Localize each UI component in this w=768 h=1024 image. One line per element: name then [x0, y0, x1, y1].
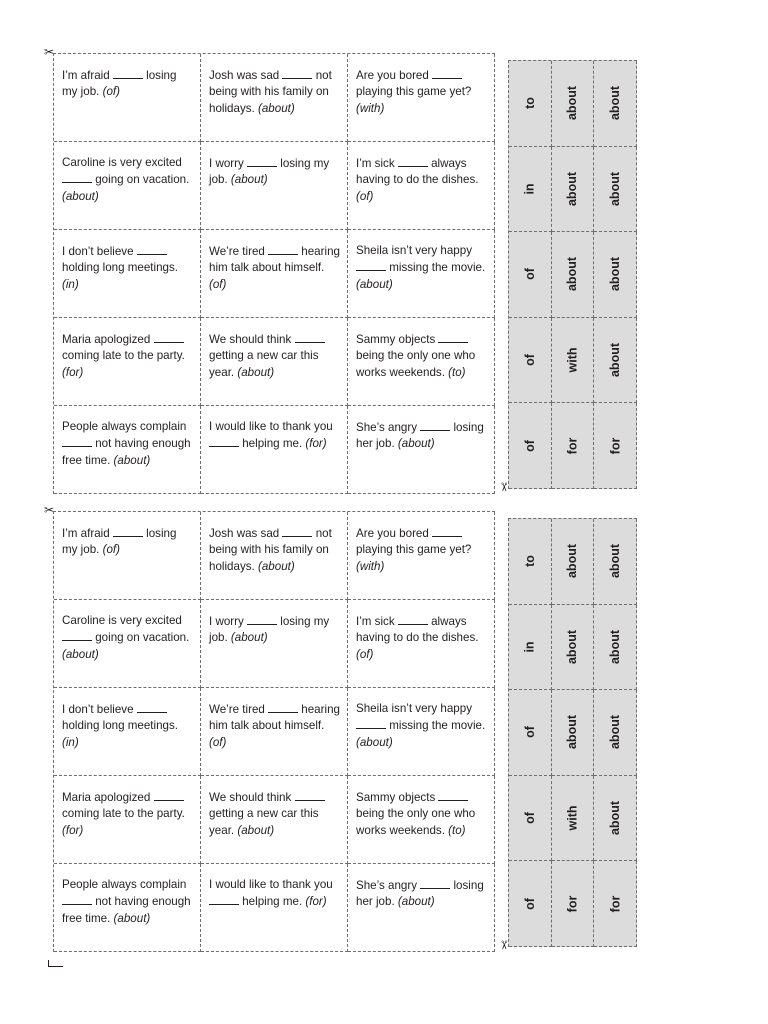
- sentence-card: [201, 406, 348, 494]
- answer-card: [509, 232, 552, 318]
- answer-card: [594, 605, 637, 691]
- sentence-card-grid: [53, 511, 495, 952]
- preposition-hint: (in): [62, 277, 79, 291]
- sentence-card: [348, 318, 495, 406]
- sentence-start: She’s angry: [356, 879, 421, 892]
- sentence-start: I don’t believe: [62, 703, 137, 716]
- answer-card: [594, 519, 637, 605]
- preposition-hint: (for): [62, 823, 84, 837]
- sentence-start: I don’t believe: [62, 245, 137, 258]
- answer-word: about: [608, 257, 623, 292]
- answer-word: of: [522, 268, 537, 281]
- answer-card: [594, 61, 637, 147]
- sentence-end: not having enough free time.: [62, 437, 191, 467]
- preposition-hint: (of): [356, 189, 374, 203]
- preposition-hint: (about): [397, 895, 435, 909]
- sentence-end: being the only one who works weekends.: [356, 807, 476, 837]
- answer-card-grid: [508, 518, 637, 947]
- answer-blank: [62, 629, 92, 641]
- sentence-start: I’m afraid: [62, 69, 113, 82]
- sentence-card: [201, 688, 348, 776]
- answer-card: [509, 861, 552, 947]
- answer-card: [552, 147, 595, 233]
- sentence-card: [201, 318, 348, 406]
- answer-blank: [356, 259, 386, 271]
- scissors-icon: ✂: [497, 939, 512, 951]
- answer-card: [552, 605, 595, 691]
- preposition-hint: (about): [230, 631, 268, 645]
- answer-word: of: [522, 897, 537, 910]
- sentence-card-grid: [53, 53, 495, 494]
- answer-card: [552, 519, 595, 605]
- answer-card: [509, 776, 552, 862]
- answer-word: about: [608, 171, 623, 206]
- card-sheet-1: [0, 45, 768, 510]
- sentence-end: getting a new car this year.: [209, 349, 319, 379]
- preposition-hint: (about): [356, 735, 393, 749]
- sentence-card: [54, 142, 201, 230]
- answer-card: [509, 61, 552, 147]
- sentence-end: losing my job.: [62, 69, 177, 99]
- answer-word: about: [565, 629, 580, 664]
- sentence-start: I would like to thank you: [209, 878, 333, 891]
- sentence-start: We’re tired: [209, 245, 269, 258]
- answer-blank: [420, 877, 450, 889]
- sentence-start: We should think: [209, 791, 295, 804]
- sentence-start: Are you bored: [356, 69, 433, 82]
- answer-blank: [137, 701, 167, 713]
- sentence-card: [348, 406, 495, 494]
- sentence-card: [201, 864, 348, 952]
- sentence-card: [348, 776, 495, 864]
- sentence-start: Sheila isn’t very happy: [356, 702, 472, 715]
- answer-blank: [209, 435, 239, 447]
- answer-blank: [209, 893, 239, 905]
- preposition-hint: (about): [257, 559, 295, 573]
- sentence-start: I’m sick: [356, 615, 398, 628]
- preposition-hint: (of): [102, 543, 120, 557]
- answer-word: to: [522, 97, 537, 110]
- answer-card: [594, 861, 637, 947]
- preposition-hint: (about): [230, 173, 268, 187]
- sentence-card: [201, 600, 348, 688]
- answer-blank: [247, 155, 277, 167]
- sentence-start: Caroline is very excited: [62, 614, 182, 627]
- sentence-end: always having to do the dishes.: [356, 615, 479, 645]
- sentence-end: coming late to the party.: [62, 349, 185, 363]
- answer-word: about: [608, 544, 623, 579]
- preposition-hint: (about): [237, 365, 275, 379]
- sentence-end: losing my job.: [209, 615, 330, 645]
- answer-card: [594, 318, 637, 404]
- sentence-end: holding long meetings.: [62, 261, 179, 275]
- answer-blank: [62, 171, 92, 183]
- sentence-card: [348, 230, 495, 318]
- sentence-start: Sammy objects: [356, 791, 439, 804]
- scissors-icon: ✂: [497, 481, 512, 493]
- sentence-start: I would like to thank you: [209, 420, 333, 433]
- answer-card: [552, 61, 595, 147]
- sentence-card: [54, 230, 201, 318]
- sentence-end: missing the movie.: [386, 261, 486, 275]
- answer-card: [594, 776, 637, 862]
- answer-word: about: [565, 257, 580, 292]
- answer-word: about: [608, 801, 623, 836]
- answer-card: [509, 605, 552, 691]
- answer-word: with: [565, 347, 580, 373]
- sentence-card: [348, 688, 495, 776]
- sentence-card: [201, 142, 348, 230]
- sentence-end: going on vacation.: [92, 173, 190, 187]
- sentence-start: I’m afraid: [62, 527, 113, 540]
- sentence-card: [201, 54, 348, 142]
- sentence-card: [201, 230, 348, 318]
- answer-word: of: [522, 726, 537, 739]
- sentence-start: We’re tired: [209, 703, 269, 716]
- preposition-hint: (about): [237, 823, 275, 837]
- scissors-icon: ✂: [44, 503, 55, 517]
- sentence-end: getting a new car this year.: [209, 807, 319, 837]
- answer-card: [552, 318, 595, 404]
- answer-blank: [247, 613, 277, 625]
- answer-card: [552, 861, 595, 947]
- sentence-card: [54, 318, 201, 406]
- preposition-hint: (about): [113, 911, 151, 925]
- answer-card: [594, 147, 637, 233]
- sentence-card: [348, 142, 495, 230]
- preposition-hint: (about): [62, 647, 99, 661]
- preposition-hint: (about): [113, 453, 151, 467]
- answer-blank: [295, 789, 325, 801]
- answer-blank: [420, 419, 450, 431]
- preposition-hint: (to): [448, 365, 466, 379]
- sentence-start: Sammy objects: [356, 333, 439, 346]
- answer-word: about: [565, 544, 580, 579]
- preposition-hint: (for): [305, 437, 327, 451]
- answer-word: about: [565, 171, 580, 206]
- sentence-end: not being with his family on holidays.: [209, 69, 332, 115]
- sentence-end: not being with his family on holidays.: [209, 527, 332, 573]
- answer-word: about: [608, 629, 623, 664]
- answer-blank: [432, 67, 462, 79]
- answer-card: [509, 318, 552, 404]
- sentence-end: being the only one who works weekends.: [356, 349, 476, 379]
- answer-blank: [438, 331, 468, 343]
- preposition-hint: (about): [397, 437, 435, 451]
- sentence-card: [54, 864, 201, 952]
- answer-word: about: [565, 715, 580, 750]
- answer-word: to: [522, 555, 537, 568]
- answer-word: about: [608, 715, 623, 750]
- sentence-start: Sheila isn’t very happy: [356, 244, 472, 257]
- answer-blank: [282, 67, 312, 79]
- sentence-card: [348, 600, 495, 688]
- answer-card-grid: [508, 60, 637, 489]
- sentence-start: Maria apologized: [62, 791, 154, 804]
- answer-word: of: [522, 439, 537, 452]
- answer-word: about: [608, 86, 623, 121]
- answer-word: about: [565, 86, 580, 121]
- preposition-hint: (of): [209, 735, 227, 749]
- sentence-card: [54, 54, 201, 142]
- answer-blank: [268, 701, 298, 713]
- sentence-start: Maria apologized: [62, 333, 154, 346]
- sentence-end: going on vacation.: [92, 631, 190, 645]
- card-sheet-2: [0, 503, 768, 968]
- answer-card: [509, 690, 552, 776]
- sentence-start: I worry: [209, 157, 248, 170]
- sentence-card: [201, 512, 348, 600]
- sentence-end: helping me.: [239, 437, 306, 451]
- answer-word: for: [608, 895, 623, 913]
- answer-blank: [398, 155, 428, 167]
- sentence-end: playing this game yet?: [356, 85, 472, 99]
- sentence-end: losing her job.: [356, 879, 484, 909]
- answer-word: for: [565, 895, 580, 913]
- sentence-end: hearing him talk about himself.: [209, 703, 340, 733]
- answer-word: of: [522, 812, 537, 824]
- answer-word: in: [522, 183, 537, 195]
- sentence-end: helping me.: [239, 895, 306, 909]
- preposition-hint: (about): [356, 277, 393, 291]
- sentence-card: [54, 600, 201, 688]
- answer-blank: [62, 893, 92, 905]
- answer-blank: [432, 525, 462, 537]
- sentence-end: coming late to the party.: [62, 807, 185, 821]
- answer-blank: [154, 331, 184, 343]
- sentence-card: [348, 54, 495, 142]
- answer-card: [509, 519, 552, 605]
- preposition-hint: (with): [356, 559, 385, 573]
- sentence-end: not having enough free time.: [62, 895, 191, 925]
- sentence-start: I’m sick: [356, 157, 398, 170]
- sentence-end: losing my job.: [209, 157, 330, 187]
- answer-card: [509, 403, 552, 489]
- answer-word: with: [565, 805, 580, 831]
- answer-blank: [295, 331, 325, 343]
- answer-card: [594, 232, 637, 318]
- sentence-card: [348, 864, 495, 952]
- answer-card: [552, 403, 595, 489]
- sentence-card: [348, 512, 495, 600]
- sentence-start: I worry: [209, 615, 248, 628]
- sentence-card: [201, 776, 348, 864]
- preposition-hint: (of): [102, 85, 120, 99]
- answer-blank: [438, 789, 468, 801]
- sentence-start: People always complain: [62, 878, 187, 891]
- sentence-card: [54, 406, 201, 494]
- answer-blank: [268, 243, 298, 255]
- scissors-icon: ✂: [44, 45, 55, 59]
- answer-card: [509, 147, 552, 233]
- sentence-end: hearing him talk about himself.: [209, 245, 340, 275]
- answer-word: in: [522, 641, 537, 653]
- preposition-hint: (of): [356, 647, 374, 661]
- preposition-hint: (to): [448, 823, 466, 837]
- sentence-start: Josh was sad: [209, 527, 283, 540]
- answer-blank: [154, 789, 184, 801]
- preposition-hint: (with): [356, 101, 385, 115]
- sentence-start: Josh was sad: [209, 69, 283, 82]
- sentence-card: [54, 512, 201, 600]
- answer-blank: [356, 717, 386, 729]
- answer-word: of: [522, 354, 537, 366]
- sentence-card: [54, 776, 201, 864]
- answer-blank: [113, 67, 143, 79]
- sentence-card: [54, 688, 201, 776]
- answer-word: about: [608, 343, 623, 378]
- sentence-end: holding long meetings.: [62, 719, 179, 733]
- preposition-hint: (in): [62, 735, 79, 749]
- preposition-hint: (of): [209, 277, 227, 291]
- sentence-start: She’s angry: [356, 421, 421, 434]
- answer-word: for: [608, 437, 623, 455]
- sentence-end: losing my job.: [62, 527, 177, 557]
- answer-blank: [113, 525, 143, 537]
- answer-card: [552, 690, 595, 776]
- sentence-start: We should think: [209, 333, 295, 346]
- sentence-start: Caroline is very excited: [62, 156, 182, 169]
- answer-blank: [137, 243, 167, 255]
- answer-card: [552, 776, 595, 862]
- sentence-end: playing this game yet?: [356, 543, 472, 557]
- preposition-hint: (for): [305, 895, 327, 909]
- sentence-end: missing the movie.: [386, 719, 486, 733]
- answer-blank: [62, 435, 92, 447]
- preposition-hint: (about): [257, 101, 295, 115]
- cut-corner-mark: [48, 960, 63, 967]
- answer-word: for: [565, 437, 580, 455]
- sentence-end: losing her job.: [356, 421, 484, 451]
- sentence-start: Are you bored: [356, 527, 433, 540]
- preposition-hint: (about): [62, 189, 99, 203]
- sentence-start: People always complain: [62, 420, 187, 433]
- answer-card: [552, 232, 595, 318]
- answer-card: [594, 690, 637, 776]
- answer-blank: [282, 525, 312, 537]
- answer-card: [594, 403, 637, 489]
- sentence-end: always having to do the dishes.: [356, 157, 479, 187]
- answer-blank: [398, 613, 428, 625]
- preposition-hint: (for): [62, 365, 84, 379]
